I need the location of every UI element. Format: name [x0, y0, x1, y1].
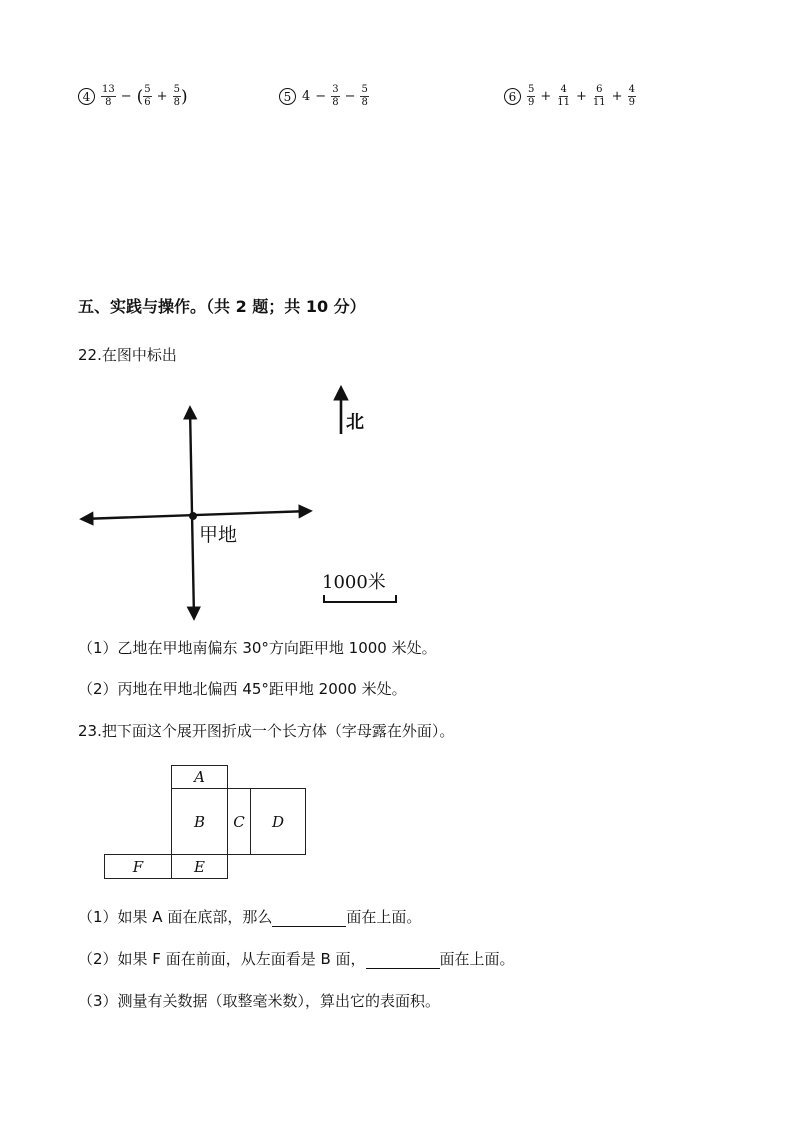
face-b: B	[171, 788, 228, 855]
operator: +	[540, 89, 552, 104]
fraction: $\frac{4}{11}$	[557, 84, 571, 108]
fraction: $\frac{6}{11}$	[592, 84, 606, 108]
question-23-item-1: （1）如果 A 面在底部，那么 面在上面。	[78, 908, 422, 926]
face-a: A	[171, 765, 228, 789]
north-label: 北	[346, 412, 364, 433]
fraction: $\frac{5}{9}$	[528, 84, 535, 108]
question-22-item-1: （1）乙地在甲地南偏东 30°方向距甲地 1000 米处。	[78, 639, 437, 657]
face-e: E	[171, 854, 228, 879]
problem-4	[78, 84, 188, 109]
origin-point	[189, 512, 197, 520]
question-23-item-3: （3）测量有关数据（取整毫米数），算出它的表面积。	[78, 992, 441, 1010]
answer-blank-1[interactable]	[272, 908, 346, 927]
face-c: C	[227, 788, 251, 855]
operator: −	[344, 89, 356, 104]
question-22-item-2: （2）丙地在甲地北偏西 45°距甲地 2000 米处。	[78, 680, 407, 698]
face-f: F	[104, 854, 172, 879]
answer-blank-2[interactable]	[366, 950, 440, 969]
fraction: $\frac{3}{8}$	[332, 84, 339, 108]
origin-label: 甲地	[199, 524, 238, 546]
problem-number: 4	[78, 88, 95, 105]
scale-label: 1000米	[322, 572, 386, 593]
problem-number: 6	[504, 88, 521, 105]
problem-6	[504, 84, 636, 109]
problem-number: 5	[279, 88, 296, 105]
scale-bar	[324, 595, 396, 602]
fraction: $\frac{13}{8}$	[102, 84, 115, 108]
fraction: $\frac{5}{8}$	[173, 84, 180, 108]
operator: +	[611, 89, 623, 104]
question-23-item-2: （2）如果 F 面在前面，从左面看是 B 面， 面在上面。	[78, 950, 515, 968]
cuboid-net	[104, 765, 306, 879]
question-23-title: 23.把下面这个展开图折成一个长方体（字母露在外面）。	[78, 722, 455, 740]
fraction: $\frac{5}{8}$	[361, 84, 368, 108]
fraction: $\frac{5}{6}$	[144, 84, 151, 108]
operator: −	[315, 89, 327, 104]
operator: +	[156, 89, 168, 104]
fraction: $\frac{4}{9}$	[628, 84, 635, 108]
problem-5	[279, 84, 369, 109]
paren: (	[136, 86, 144, 107]
question-22-title: 22.在图中标出	[78, 346, 177, 364]
paren: )	[180, 86, 188, 107]
operator: −	[120, 89, 132, 104]
operator: +	[576, 89, 587, 104]
section-heading: 五、实践与操作。（共 2 题；共 10 分）	[78, 297, 366, 316]
whole-number: 4	[302, 89, 311, 104]
face-d: D	[250, 788, 306, 855]
